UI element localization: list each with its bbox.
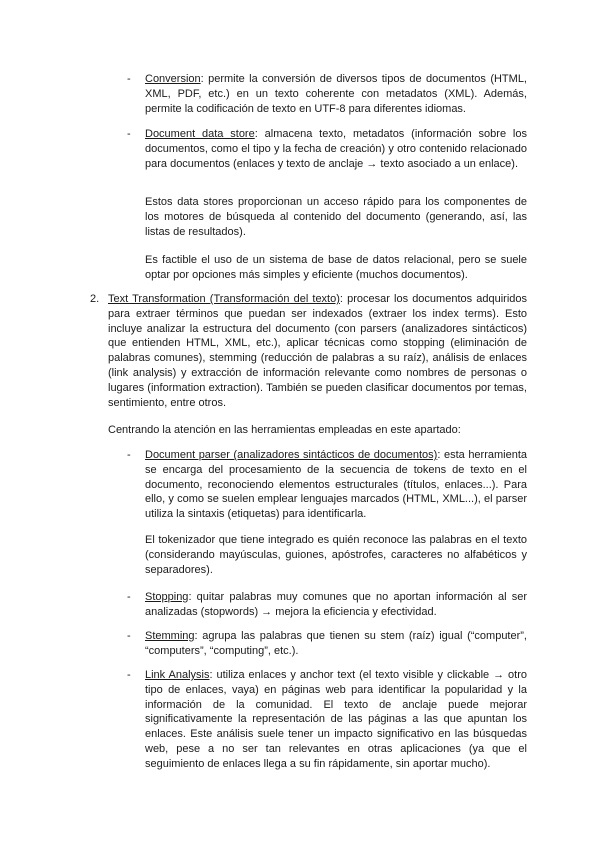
text-transformation-text: : procesar los documentos adquiridos para extraer términos que puedan ser indexados (extraer los index terms). Esto incluye analizar la estructura del documento (con parsers (analizadores sintácticos) que entienden HTML, XML, etc.), aplicar técnicas como stopping (eliminación de palabras comunes), stemming (reducción de palabras a su raíz), análisis de enlaces (link analysis) y extracción de información relevante como nombres de personas o lugares (information extraction). También se pueden clasificar documentos por temas, sentimiento, entre otros. [108,293,528,409]
list-marker: - [127,630,131,642]
document-parser-text: : esta herramienta se encarga del procesamiento de la secuencia de tokens de texto en el documento, reconociendo elementos estructurales (títulos, enlaces...). Para ello, y como se suelen emplear lenguajes marcados (HTML, XML...), el parser utiliza la sintaxis (etiquetas) para identificarla. [145,449,528,521]
list-marker: - [127,591,131,603]
term-data-store: Document data store [145,128,255,140]
term-stopping: Stopping [145,591,189,603]
stemming-text: : agrupa las palabras que tienen su stem (raíz) igual (“computer”, “computers”, “computing”, etc.). [145,630,527,657]
list-item-document-parser [145,448,527,522]
list-marker: - [127,669,131,681]
list-number: 2. [90,293,100,305]
term-stemming: Stemming [145,630,195,642]
stopping-text: : quitar palabras muy comunes que no aportan información al ser analizadas (stopwords) → mejora la eficiencia y efectividad. [145,591,527,618]
document-parser-paragraph-2: El tokenizador que tiene integrado es quién reconoce las palabras en el texto (considerando mayúsculas, guiones, apóstrofes, caracteres no alfabéticos y separadores). [145,534,527,576]
list-marker: - [127,73,131,85]
list-item-conversion [145,72,527,116]
term-conversion: Conversion [145,73,201,85]
list-item-link-analysis [145,668,527,772]
text-transformation-paragraph-2: Centrando la atención en las herramientas empleadas en este apartado: [108,424,461,436]
link-analysis-text: : utiliza enlaces y anchor text (el texto visible y clickable → otro tipo de enlaces, vaya) en páginas web para identificar la popularidad y la información de la comunidad. El texto de anclaje puede mejorar significativamente la representación de las páginas a las que apuntan los enlaces. Este análisis suele tener un impacto significativo en las búsquedas web, pese a no ser tan relevantes en otras aplicaciones (ya que el seguimiento de enlaces llega a su fin rápidamente, sin aportar mucho). [145,669,527,770]
term-document-parser: Document parser (analizadores sintácticos de documentos) [145,449,438,461]
conversion-text: : permite la conversión de diversos tipos de documentos (HTML, XML, PDF, etc.) en un texto coherente con metadatos (XML). Además, permite la codificación de texto en UTF-8 para diferentes idiomas. [145,73,527,115]
term-link-analysis: Link Analysis [145,669,210,681]
data-store-paragraph-2: Estos data stores proporcionan un acceso rápido para los componentes de los motores de búsqueda al contenido del documento (generando, así, las listas de resultados). [145,196,527,238]
list-item-data-store [145,127,527,171]
list-item-stemming [145,629,527,659]
list-item-stopping [145,590,527,620]
data-store-paragraph-3: Es factible el uso de un sistema de base de datos relacional, pero se suele optar por opciones más simples y eficiente (muchos documentos). [145,254,527,281]
list-marker: - [127,128,131,140]
term-text-transformation: Text Transformation (Transformación del texto) [108,293,340,305]
list-marker: - [127,449,131,461]
data-store-text: : almacena texto, metadatos (información sobre los documentos, como el tipo y la fecha de creación) y otro contenido relacionado para documentos (enlaces y texto de anclaje → texto asociado a un enlace). [145,128,527,170]
list-item-text-transformation [108,292,527,410]
